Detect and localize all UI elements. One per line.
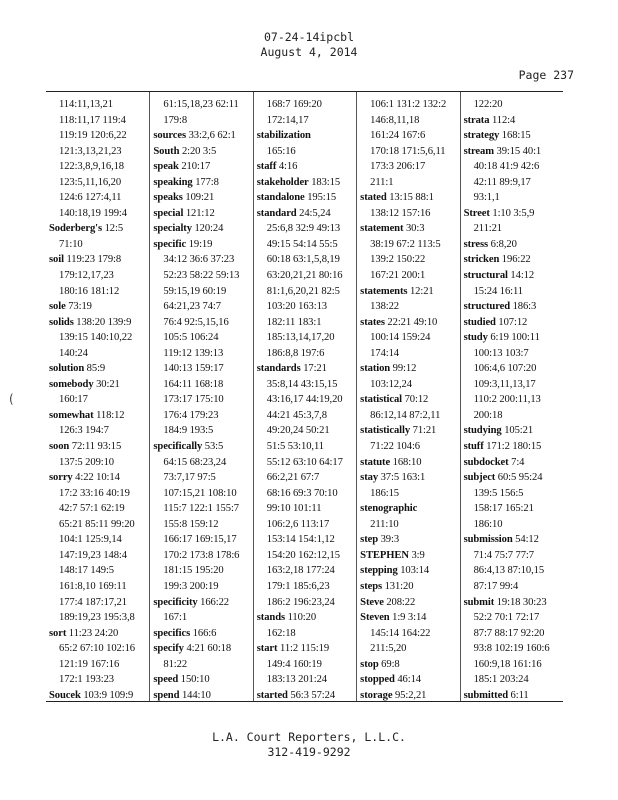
index-line: 179:1 185:6,23 bbox=[266, 580, 330, 592]
index-term: solids bbox=[49, 316, 74, 328]
index-term: specify bbox=[153, 643, 184, 655]
index-term: station bbox=[360, 363, 391, 375]
index-term-entry: speak 210:17 bbox=[153, 161, 211, 173]
index-term-entry: solution 85:9 bbox=[49, 363, 106, 375]
index-term: Soderberg's bbox=[49, 223, 103, 235]
index-line: 211:5,20 bbox=[370, 643, 407, 655]
index-line: 182:11 183:1 bbox=[266, 316, 322, 328]
index-line: 52:23 58:22 59:13 bbox=[163, 270, 240, 282]
index-term-entry: specific 19:19 bbox=[153, 238, 213, 250]
index-term: specialty bbox=[153, 223, 192, 235]
index-line: 172:1 193:23 bbox=[59, 674, 115, 686]
index-term-entry: study 6:19 100:11 bbox=[463, 332, 540, 344]
index-line: 122:20 bbox=[473, 99, 503, 110]
index-line: 184:9 193:5 bbox=[163, 425, 214, 437]
index-line: 44:21 45:3,7,8 bbox=[266, 409, 327, 421]
index-term: stenographic bbox=[360, 503, 418, 515]
index-term-entry: stakeholder 183:15 bbox=[256, 176, 341, 188]
index-term-entry: speaking 177:8 bbox=[153, 176, 219, 188]
index-term-entry: stands 110:20 bbox=[256, 612, 317, 624]
index-line: 158:17 165:21 bbox=[473, 503, 534, 515]
index-line: 119:19 120:6,22 bbox=[59, 130, 127, 142]
index-line: 179:8 bbox=[163, 114, 188, 126]
index-line: 148:17 149:5 bbox=[59, 565, 115, 577]
index-line: 140:13 159:17 bbox=[163, 363, 224, 375]
index-line: 68:16 69:3 70:10 bbox=[266, 487, 338, 499]
index-line: 49:15 54:14 55:5 bbox=[266, 238, 338, 250]
page-number: Page 237 bbox=[518, 68, 574, 82]
index-line: 93:8 102:19 160:6 bbox=[473, 643, 550, 655]
index-term-entry: standards 17:21 bbox=[256, 363, 327, 375]
index-term: stakeholder bbox=[256, 176, 309, 188]
index-line: 119:12 139:13 bbox=[163, 347, 224, 359]
reporter-company: L.A. Court Reporters, L.L.C. bbox=[212, 730, 406, 744]
index-line: 99:10 101:11 bbox=[266, 503, 322, 515]
index-term: stress bbox=[463, 238, 489, 250]
index-term: start bbox=[256, 643, 278, 655]
index-line: 93:1,1 bbox=[473, 192, 500, 204]
index-line: 138:12 157:16 bbox=[370, 207, 431, 219]
index-line: 211:10 bbox=[370, 518, 399, 530]
index-line: 180:16 181:12 bbox=[59, 285, 120, 297]
index-line: 173:17 175:10 bbox=[163, 394, 224, 406]
index-line: 34:12 36:6 37:23 bbox=[163, 254, 235, 266]
index-term-entry: statute 168:10 bbox=[360, 456, 422, 468]
index-term-entry: submission 54:12 bbox=[463, 534, 539, 546]
index-line: 87:17 99:4 bbox=[473, 580, 519, 592]
index-line: 199:3 200:19 bbox=[163, 580, 219, 592]
index-line: 104:1 125:9,14 bbox=[59, 534, 122, 546]
index-term: structured bbox=[463, 301, 511, 313]
index-line: 211:1 bbox=[370, 176, 394, 188]
index-grid bbox=[46, 91, 563, 702]
index-line: 166:17 169:15,17 bbox=[163, 534, 237, 546]
index-line: 167:1 bbox=[163, 612, 188, 624]
index-line: 60:18 63:1,5,8,19 bbox=[266, 254, 340, 266]
index-term: started bbox=[256, 689, 288, 701]
index-column-5 bbox=[460, 92, 563, 701]
index-line: 140:18,19 199:4 bbox=[59, 207, 127, 219]
index-term-entry: submitted 6:11 bbox=[463, 689, 529, 701]
index-term-entry: sorry 4:22 10:14 bbox=[49, 472, 120, 484]
index-term-entry: step 39:3 bbox=[360, 534, 400, 546]
index-term: subdocket bbox=[463, 456, 509, 468]
index-term: soil bbox=[49, 254, 64, 266]
index-line: 185:1 203:24 bbox=[473, 674, 529, 686]
index-term-entry: strategy 168:15 bbox=[463, 130, 531, 142]
index-term: speaks bbox=[153, 192, 183, 204]
index-line: 154:20 162:12,15 bbox=[266, 549, 340, 561]
index-line: 71:22 104:6 bbox=[370, 441, 420, 453]
index-term: stuff bbox=[463, 441, 484, 453]
index-term: states bbox=[360, 316, 385, 328]
transcript-date: August 4, 2014 bbox=[260, 45, 358, 59]
index-line: 109:3,11,13,17 bbox=[473, 378, 536, 390]
index-term: stricken bbox=[463, 254, 500, 266]
margin-mark: ( bbox=[9, 392, 14, 406]
index-line: 25:6,8 32:9 49:13 bbox=[266, 223, 341, 235]
index-term-entry: stuff 171:2 180:15 bbox=[463, 441, 542, 453]
index-term: specifically bbox=[153, 441, 203, 453]
index-line: 42:7 57:1 62:19 bbox=[59, 503, 125, 515]
index-term-entry: studied 107:12 bbox=[463, 316, 528, 328]
index-line: 126:3 194:7 bbox=[59, 425, 109, 437]
index-line: 164:11 168:18 bbox=[163, 378, 224, 390]
index-term-entry: standard 24:5,24 bbox=[256, 207, 331, 219]
index-term: strategy bbox=[463, 130, 500, 142]
index-term-entry: subject 60:5 95:24 bbox=[463, 472, 543, 484]
index-line: 162:18 bbox=[266, 627, 296, 639]
index-term: statistically bbox=[360, 425, 411, 437]
index-term-entry: Steven 1:9 3:14 bbox=[360, 612, 427, 624]
index-term-entry: Steve 208:22 bbox=[360, 596, 416, 608]
index-term-entry: statistical 70:12 bbox=[360, 394, 429, 406]
index-line: 107:15,21 108:10 bbox=[163, 487, 237, 499]
index-term: specificity bbox=[153, 596, 198, 608]
index-term: stopped bbox=[360, 674, 395, 686]
index-line: 186:8,8 197:6 bbox=[266, 347, 325, 359]
index-line: 145:14 164:22 bbox=[370, 627, 431, 639]
index-term: statement bbox=[360, 223, 404, 235]
index-term-entry: specificity 166:22 bbox=[153, 596, 229, 608]
index-line: 55:12 63:10 64:17 bbox=[266, 456, 343, 468]
index-term-entry: statistically 71:21 bbox=[360, 425, 437, 437]
index-line: 106:1 131:2 132:2 bbox=[370, 99, 447, 110]
index-term-entry: staff 4:16 bbox=[256, 161, 298, 173]
index-term: standalone bbox=[256, 192, 305, 204]
index-term-entry: specifically 53:5 bbox=[153, 441, 224, 453]
index-line: 153:14 154:1,12 bbox=[266, 534, 335, 546]
index-term: speed bbox=[153, 674, 179, 686]
index-term-entry: stricken 196:22 bbox=[463, 254, 531, 266]
case-id: 07-24-14ipcbl bbox=[263, 30, 354, 44]
index-line: 165:16 bbox=[266, 145, 296, 157]
index-term-entry: station 99:12 bbox=[360, 363, 417, 375]
index-line: 43:16,17 44:19,20 bbox=[266, 394, 343, 406]
index-line: 71:10 bbox=[59, 238, 83, 250]
index-term-entry: storage 95:2,21 bbox=[360, 689, 427, 701]
index-line: 64:21,23 74:7 bbox=[163, 301, 221, 313]
index-line: 185:13,14,17,20 bbox=[266, 332, 335, 344]
index-term: sort bbox=[49, 627, 67, 639]
index-term: statute bbox=[360, 456, 391, 468]
index-term: speak bbox=[153, 161, 179, 173]
index-line: 63:20,21,21 80:16 bbox=[266, 270, 343, 282]
index-line: 160:17 bbox=[59, 394, 88, 406]
index-line: 167:21 200:1 bbox=[370, 270, 426, 282]
index-column-1 bbox=[46, 92, 149, 701]
index-term: subject bbox=[463, 472, 496, 484]
index-term: STEPHEN bbox=[360, 549, 409, 561]
index-term-entry: stop 69:8 bbox=[360, 658, 400, 670]
index-term-entry: sort 11:23 24:20 bbox=[49, 627, 119, 639]
index-line: 177:4 187:17,21 bbox=[59, 596, 127, 608]
index-term: stabilization bbox=[256, 130, 311, 142]
index-line: 52:2 70:1 72:17 bbox=[473, 612, 540, 624]
index-term-entry: sources 33:2,6 62:1 bbox=[153, 130, 236, 142]
index-line: 118:11,17 119:4 bbox=[59, 114, 126, 126]
index-term-entry: Soderberg's 12:5 bbox=[49, 223, 124, 235]
index-line: 121:3,13,21,23 bbox=[59, 145, 122, 157]
index-line: 179:12,17,23 bbox=[59, 270, 114, 282]
index-term-entry: strata 112:4 bbox=[463, 114, 516, 126]
index-term: soon bbox=[49, 441, 70, 453]
index-column-3 bbox=[253, 92, 356, 701]
index-line: 40:18 41:9 42:6 bbox=[473, 161, 540, 173]
index-line: 186:10 bbox=[473, 518, 503, 530]
index-line: 59:15,19 60:19 bbox=[163, 285, 227, 297]
index-line: 176:4 179:23 bbox=[163, 409, 219, 421]
index-line: 64:15 68:23,24 bbox=[163, 456, 227, 468]
index-term: Steve bbox=[360, 596, 384, 608]
index-line: 106:4,6 107:20 bbox=[473, 363, 537, 375]
index-term: specific bbox=[153, 238, 187, 250]
index-term: study bbox=[463, 332, 488, 344]
index-line: 86:4,13 87:10,15 bbox=[473, 565, 545, 577]
index-line: 186:2 196:23,24 bbox=[266, 596, 335, 608]
index-line: 160:9,18 161:16 bbox=[473, 658, 542, 670]
index-line: 61:15,18,23 62:11 bbox=[163, 99, 239, 110]
index-term-entry: speaks 109:21 bbox=[153, 192, 215, 204]
index-term: Soucek bbox=[49, 689, 81, 701]
index-line: 73:7,17 97:5 bbox=[163, 472, 216, 484]
index-line: 121:19 167:16 bbox=[59, 658, 120, 670]
index-line: 51:5 53:10,11 bbox=[266, 441, 324, 453]
page-footer bbox=[0, 730, 618, 760]
index-line: 155:8 159:12 bbox=[163, 518, 219, 530]
index-line: 100:14 159:24 bbox=[370, 332, 431, 344]
index-term: speaking bbox=[153, 176, 193, 188]
index-term: submit bbox=[463, 596, 495, 608]
index-line: 38:19 67:2 113:5 bbox=[370, 238, 441, 250]
index-term: studying bbox=[463, 425, 502, 437]
index-term-entry: spend 144:10 bbox=[153, 689, 211, 701]
index-term-entry: Soucek 103:9 109:9 bbox=[49, 689, 134, 701]
index-term-entry: speed 150:10 bbox=[153, 674, 210, 686]
index-line: 103:20 163:13 bbox=[266, 301, 327, 313]
index-term-entry: South 2:20 3:5 bbox=[153, 145, 217, 157]
index-term: stay bbox=[360, 472, 379, 484]
index-term-entry: stepping 103:14 bbox=[360, 565, 430, 577]
index-line: 161:24 167:6 bbox=[370, 130, 426, 142]
index-term: sources bbox=[153, 130, 187, 142]
index-line: 211:21 bbox=[473, 223, 502, 235]
index-line: 170:2 173:8 178:6 bbox=[163, 549, 240, 561]
index-term: stated bbox=[360, 192, 387, 204]
index-term-entry: specifics 166:6 bbox=[153, 627, 217, 639]
index-term-entry: stay 37:5 163:1 bbox=[360, 472, 426, 484]
index-term: steps bbox=[360, 580, 383, 592]
index-term: somewhat bbox=[49, 409, 94, 421]
index-term: South bbox=[153, 145, 180, 157]
index-line: 173:3 206:17 bbox=[370, 161, 426, 173]
index-line: 114:11,13,21 bbox=[59, 99, 113, 110]
index-line: 15:24 16:11 bbox=[473, 285, 523, 297]
index-term: step bbox=[360, 534, 379, 546]
index-line: 149:4 160:19 bbox=[266, 658, 322, 670]
index-line: 115:7 122:1 155:7 bbox=[163, 503, 239, 515]
index-term-entry: STEPHEN 3:9 bbox=[360, 549, 425, 561]
index-line: 139:2 150:22 bbox=[370, 254, 426, 266]
index-term-entry: specify 4:21 60:18 bbox=[153, 643, 232, 655]
index-term: statistical bbox=[360, 394, 403, 406]
index-line: 103:12,24 bbox=[370, 378, 412, 390]
index-term: structural bbox=[463, 270, 508, 282]
index-term-entry: stream 39:15 40:1 bbox=[463, 145, 542, 157]
index-term: stepping bbox=[360, 565, 398, 577]
index-line: 81:22 bbox=[163, 658, 188, 670]
index-term-entry: started 56:3 57:24 bbox=[256, 689, 336, 701]
index-line: 86:12,14 87:2,11 bbox=[370, 409, 441, 421]
index-line: 122:3,8,9,16,18 bbox=[59, 161, 125, 173]
index-line: 174:14 bbox=[370, 347, 399, 359]
index-term: storage bbox=[360, 689, 393, 701]
index-line: 87:7 88:17 92:20 bbox=[473, 627, 545, 639]
index-term-entry bbox=[360, 501, 459, 517]
index-line: 172:14,17 bbox=[266, 114, 309, 126]
index-term: studied bbox=[463, 316, 496, 328]
index-term-entry: subdocket 7:4 bbox=[463, 456, 525, 468]
index-line: 161:8,10 169:11 bbox=[59, 580, 127, 592]
index-term: standard bbox=[256, 207, 297, 219]
index-line: 65:2 67:10 102:16 bbox=[59, 643, 135, 655]
index-line: 200:18 bbox=[473, 409, 503, 421]
index-term: staff bbox=[256, 161, 277, 173]
index-column-4 bbox=[356, 92, 459, 701]
index-line: 139:5 156:5 bbox=[473, 487, 524, 499]
index-term-entry: specialty 120:24 bbox=[153, 223, 224, 235]
index-line: 17:2 33:16 40:19 bbox=[59, 487, 130, 499]
index-term: statements bbox=[360, 285, 408, 297]
index-column-2 bbox=[149, 92, 252, 701]
index-term-entry: stopped 46:14 bbox=[360, 674, 421, 686]
index-term-entry: steps 131:20 bbox=[360, 580, 414, 592]
index-line: 49:20,24 50:21 bbox=[266, 425, 330, 437]
index-term-entry: studying 105:21 bbox=[463, 425, 534, 437]
page-header bbox=[0, 30, 618, 60]
index-term-entry: stress 6:8,20 bbox=[463, 238, 517, 250]
index-term-entry: soil 119:23 179:8 bbox=[49, 254, 122, 266]
index-term-entry: states 22:21 49:10 bbox=[360, 316, 438, 328]
index-term: sorry bbox=[49, 472, 73, 484]
index-line: 123:5,11,16,20 bbox=[59, 176, 122, 188]
index-term-entry: special 121:12 bbox=[153, 207, 215, 219]
index-line: 124:6 127:4,11 bbox=[59, 192, 122, 204]
index-term: submitted bbox=[463, 689, 508, 701]
index-term-entry: stated 13:15 88:1 bbox=[360, 192, 434, 204]
index-term: somebody bbox=[49, 378, 94, 390]
index-term-entry: somewhat 118:12 bbox=[49, 409, 125, 421]
index-term-entry: soon 72:11 93:15 bbox=[49, 441, 122, 453]
index-line: 105:5 106:24 bbox=[163, 332, 219, 344]
index-line: 186:15 bbox=[370, 487, 399, 499]
index-line: 170:18 171:5,6,11 bbox=[370, 145, 446, 157]
index-line: 183:13 201:24 bbox=[266, 674, 327, 686]
index-line: 110:2 200:11,13 bbox=[473, 394, 541, 406]
index-line: 147:19,23 148:4 bbox=[59, 549, 127, 561]
index-line: 168:7 169:20 bbox=[266, 99, 322, 110]
index-term: standards bbox=[256, 363, 301, 375]
index-line: 137:5 209:10 bbox=[59, 456, 115, 468]
index-term: stream bbox=[463, 145, 494, 157]
reporter-phone: 312-419-9292 bbox=[267, 745, 351, 759]
index-term-entry: standalone 195:15 bbox=[256, 192, 337, 204]
index-term-entry: start 11:2 115:19 bbox=[256, 643, 330, 655]
index-term: specifics bbox=[153, 627, 191, 639]
index-line: 140:24 bbox=[59, 347, 88, 359]
index-line: 76:4 92:5,15,16 bbox=[163, 316, 229, 328]
index-line: 189:19,23 195:3,8 bbox=[59, 612, 135, 624]
index-line: 146:8,11,18 bbox=[370, 114, 420, 126]
index-line: 181:15 195:20 bbox=[163, 565, 224, 577]
index-line: 163:2,18 177:24 bbox=[266, 565, 335, 577]
index-line: 71:4 75:7 77:7 bbox=[473, 549, 534, 561]
index-term: special bbox=[153, 207, 184, 219]
index-term-entry: statement 30:3 bbox=[360, 223, 425, 235]
index-line: 65:21 85:11 99:20 bbox=[59, 518, 135, 530]
index-term-entry: structured 186:3 bbox=[463, 301, 537, 313]
index-term: spend bbox=[153, 689, 180, 701]
index-line: 138:22 bbox=[370, 301, 399, 313]
index-term: Steven bbox=[360, 612, 390, 624]
index-term-entry: structural 14:12 bbox=[463, 270, 535, 282]
index-term-entry: statements 12:21 bbox=[360, 285, 434, 297]
index-term: stop bbox=[360, 658, 379, 670]
index-term: sole bbox=[49, 301, 66, 313]
index-term: Street bbox=[463, 207, 490, 219]
index-line: 106:2,6 113:17 bbox=[266, 518, 330, 530]
index-term-entry: Street 1:10 3:5,9 bbox=[463, 207, 535, 219]
index-term-entry: sole 73:19 bbox=[49, 301, 92, 313]
index-term: solution bbox=[49, 363, 85, 375]
index-term-entry: submit 19:18 30:23 bbox=[463, 596, 547, 608]
index-line: 66:2,21 67:7 bbox=[266, 472, 320, 484]
index-line: 139:15 140:10,22 bbox=[59, 332, 133, 344]
index-term: stands bbox=[256, 612, 286, 624]
index-term: strata bbox=[463, 114, 490, 126]
index-term-entry bbox=[257, 128, 356, 144]
index-line: 42:11 89:9,17 bbox=[473, 176, 531, 188]
index-term-entry: solids 138:20 139:9 bbox=[49, 316, 132, 328]
index-term: submission bbox=[463, 534, 513, 546]
index-line: 35:8,14 43:15,15 bbox=[266, 378, 338, 390]
index-term-entry: somebody 30:21 bbox=[49, 378, 120, 390]
index-line: 100:13 103:7 bbox=[473, 347, 529, 359]
index-line: 81:1,6,20,21 82:5 bbox=[266, 285, 340, 297]
